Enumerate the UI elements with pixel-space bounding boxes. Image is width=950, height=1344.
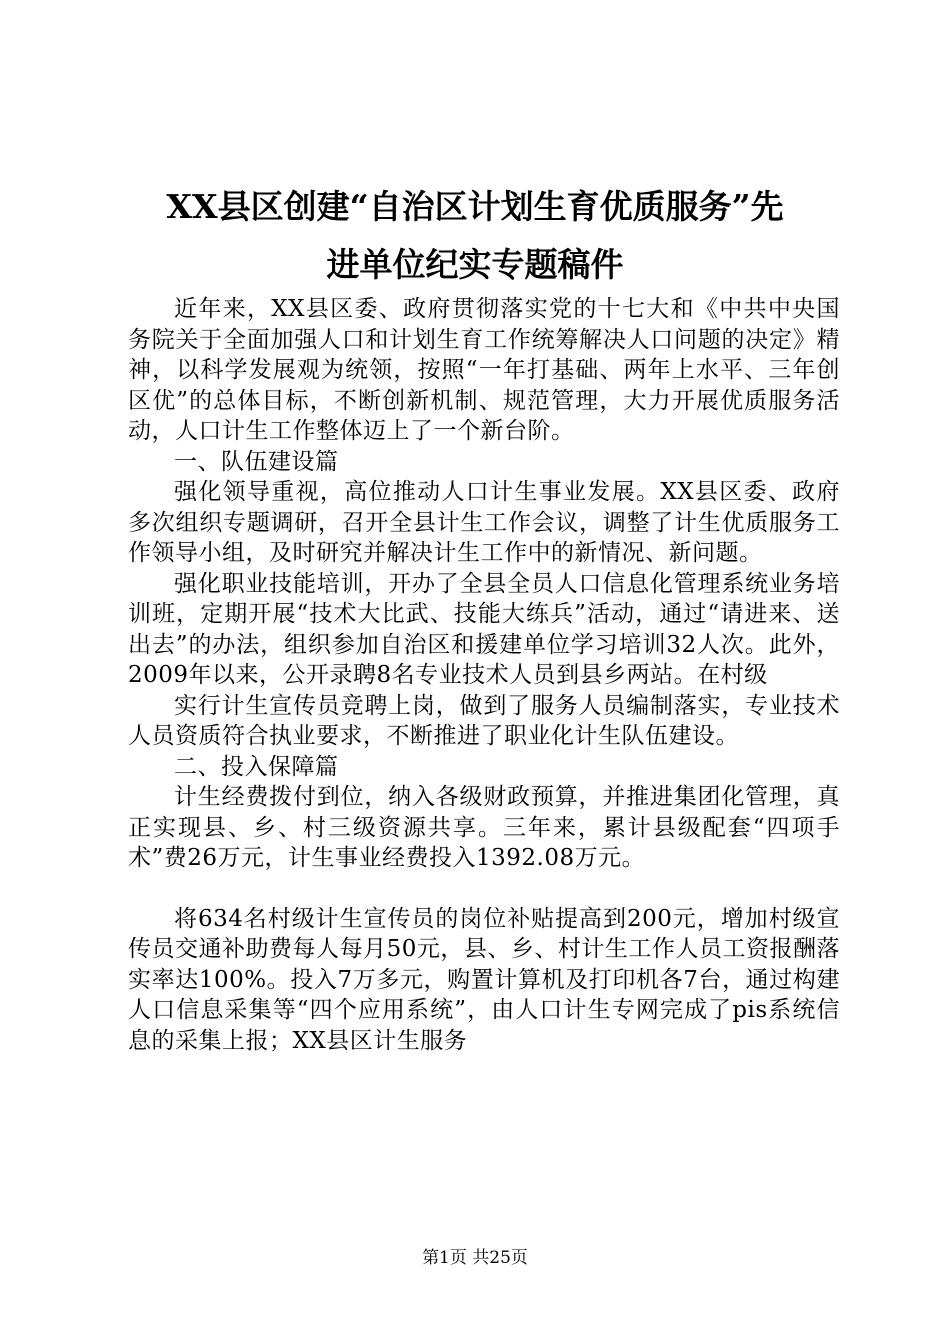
document-body [128, 294, 840, 1056]
title-line-2: 进单位纪实专题稿件 [326, 245, 624, 284]
paragraph-intro: 近年来，XX县区委、政府贯彻落实党的十七大和《中共中央国务院关于全面加强人口和计划生育工作统筹解决人口问题的决定》精神，以科学发展观为统领，按照“一年打基础、两年上水平、三年创区优”的总体目标，不断创新机制、规范管理，大力开展优质服务活动，人口计生工作整体迈上了一个新台阶。 [128, 296, 840, 444]
paragraph: 将634名村级计生宣传员的岗位补贴提高到200元，增加村级宣传员交通补助费每人每月50元，县、乡、村计生工作人员工资报酬落实率达100%。投入7万多元，购置计算机及打印机各7台，通过构建人口信息采集等“四个应用系统”，由人口计生专网完成了pis系统信息的采集上报；XX县区计生服务 [128, 905, 840, 1054]
section-heading-investment: 二、投入保障篇 [174, 753, 339, 780]
title-line-1: XX县区创建“自治区计划生育优质服务”先 [166, 187, 784, 226]
paragraph: 强化领导重视，高位推动人口计生事业发展。XX县区委、政府多次组织专题调研，召开全县计生工作会议，调整了计生优质服务工作领导小组，及时研究并解决计生工作中的新情况、新问题。 [128, 479, 840, 566]
paragraph: 计生经费拨付到位，纳入各级财政预算，并推进集团化管理，真正实现县、乡、村三级资源共享。三年来，累计县级配套“四项手术”费26万元，计生事业经费投入1392.08万元。 [128, 784, 840, 871]
paragraph: 强化职业技能培训，开办了全县全员人口信息化管理系统业务培训班，定期开展“技术大比武、技能大练兵”活动，通过“请进来、送出去”的办法，组织参加自治区和援建单位学习培训32人次。此外，2009年以来，公开录聘8名专业技术人员到县乡两站。在村级 [128, 570, 840, 688]
paragraph: 实行计生宣传员竞聘上岗，做到了服务人员编制落实，专业技术人员资质符合执业要求，不断推进了职业化计生队伍建设。 [128, 692, 840, 749]
document-title [100, 178, 850, 294]
page-footer: 第1页 共25页 [422, 1248, 528, 1268]
section-heading-team: 一、队伍建设篇 [174, 448, 339, 475]
